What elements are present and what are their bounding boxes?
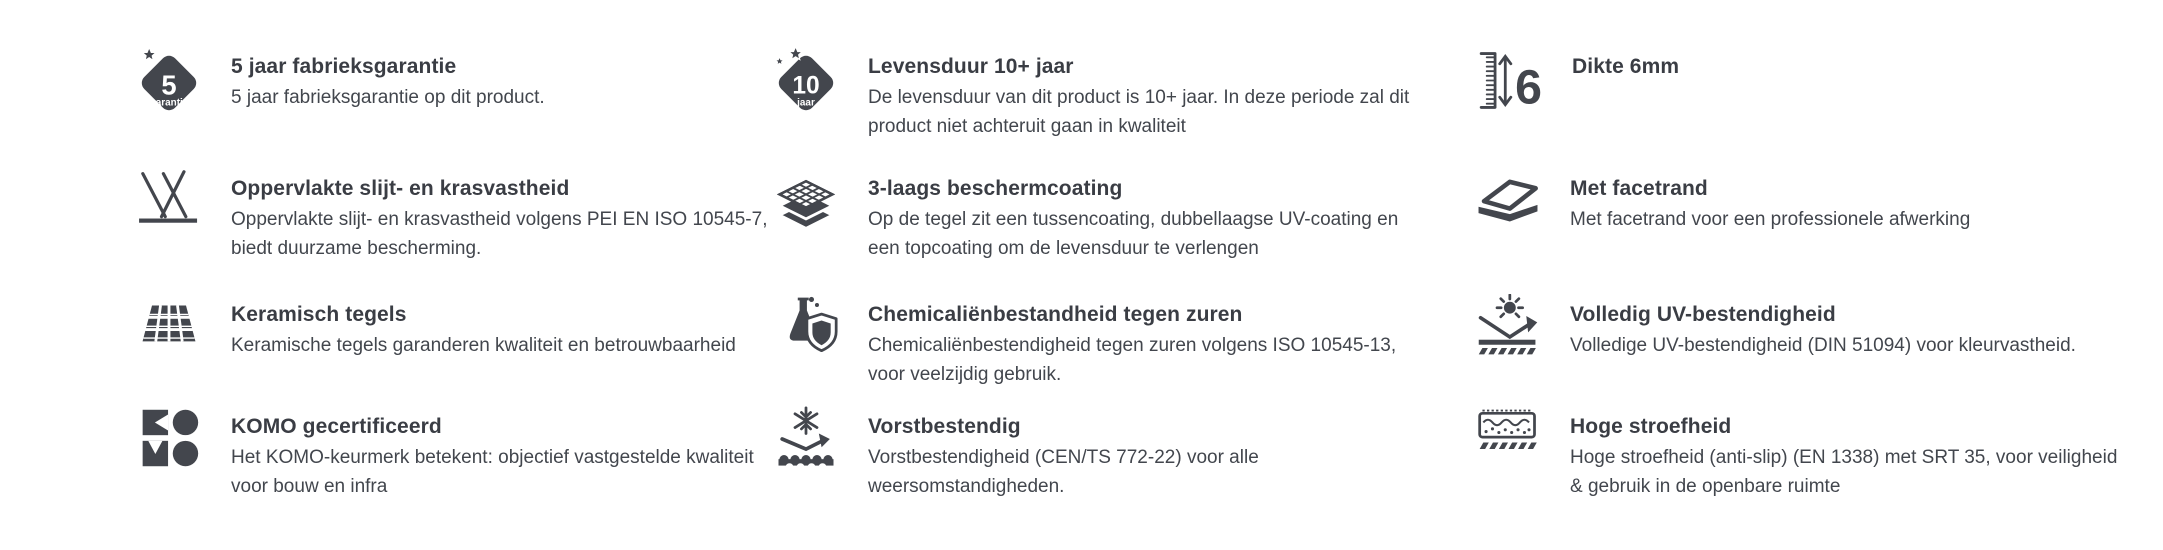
feature-description: 5 jaar fabrieksgarantie op dit product. [231,87,545,108]
badge-number: 10 [792,72,820,100]
feature-description: Op de tegel zit een tussencoating, dubbellaagse UV-coating en een topcoating om de levensduur te verlengen [868,209,1399,259]
feature-title: Dikte 6mm [1572,55,1680,78]
facet-edge-icon [1470,168,1546,227]
feature-item [768,168,1470,294]
feature-description: Vorstbestendigheid (CEN/TS 772-22) voor alle weersomstandigheden. [868,447,1259,497]
frost-resistance-icon [768,406,844,472]
ceramic-tiles-icon [131,294,207,351]
feature-item [131,46,768,168]
badge-label: jaar [797,97,815,109]
feature-item [1470,168,2123,294]
badge-number: 5 [161,69,177,101]
badge-label: garantie [149,97,189,109]
feature-item [131,294,768,406]
feature-item [768,406,1470,501]
feature-title: Hoge stroefheid [1570,415,1732,438]
feature-description: Met facetrand voor een professionele afwerking [1570,209,1971,230]
feature-description: De levensduur van dit product is 10+ jaar. In deze periode zal dit product niet achteruit gaan in kwaliteit [868,87,1410,137]
feature-description: Chemicaliënbestendigheid tegen zuren volgens ISO 10545-13, voor veelzijdig gebruik. [868,335,1397,385]
komo-logo-icon [131,406,207,470]
feature-item [1470,46,2123,168]
feature-title: Chemicaliënbestandheid tegen zuren [868,303,1243,326]
feature-item [131,168,768,294]
scratch-resistance-icon [131,168,207,226]
feature-item [1470,294,2123,406]
feature-title: 3-laags beschermcoating [868,177,1123,200]
feature-item [768,46,1470,168]
feature-item [131,406,768,501]
coating-layers-icon [768,168,844,234]
feature-item [768,294,1470,406]
feature-description: Oppervlakte slijt- en krasvastheid volgens PEI EN ISO 10545-7, biedt duurzame bescherming. [231,209,768,259]
thickness-6mm-icon [1470,46,1548,115]
feature-item [1470,406,2123,501]
uv-resistance-icon [1470,294,1546,358]
lifespan-10-badge-icon [768,46,844,120]
feature-title: Met facetrand [1570,177,1708,200]
feature-title: 5 jaar fabrieksgarantie [231,55,457,78]
feature-description: Volledige UV-bestendigheid (DIN 51094) voor kleurvastheid. [1570,335,2076,356]
feature-title: Vorstbestendig [868,415,1021,438]
feature-title: Oppervlakte slijt- en krasvastheid [231,177,570,200]
chemical-resistance-icon [768,294,844,358]
thickness-number: 6 [1515,60,1542,115]
feature-title: Levensduur 10+ jaar [868,55,1074,78]
feature-description: Het KOMO-keurmerk betekent: objectief vastgestelde kwaliteit voor bouw en infra [231,447,754,497]
guarantee-5-badge-icon [131,46,207,120]
feature-title: Keramisch tegels [231,303,407,326]
feature-description: Keramische tegels garanderen kwaliteit en betrouwbaarheid [231,335,736,356]
feature-title: Volledig UV-bestendigheid [1570,303,1836,326]
feature-title: KOMO gecertificeerd [231,415,442,438]
feature-description: Hoge stroefheid (anti-slip) (EN 1338) met SRT 35, voor veiligheid & gebruik in de openbare ruimte [1570,447,2118,497]
anti-slip-icon [1470,406,1546,459]
